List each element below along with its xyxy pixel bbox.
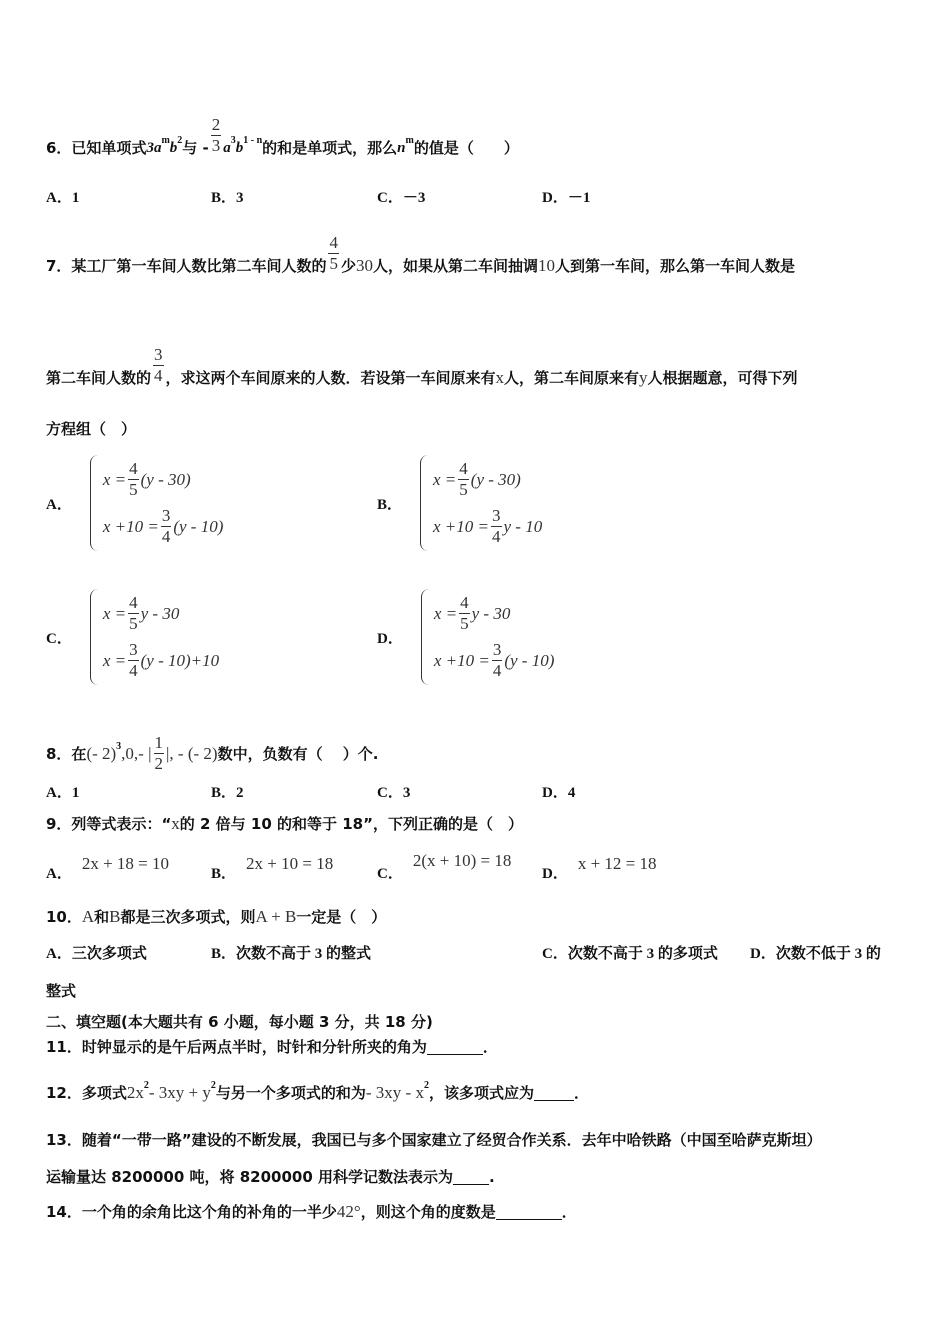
math-expression: 2x: [126, 1083, 144, 1102]
text: 13．随着“一带一路”建设的不断发展，我国已与多个国家建立了经贸合作关系．去年中哈铁路（中国至哈萨克斯坦）: [46, 1131, 822, 1149]
equation-lhs: x =: [433, 469, 457, 489]
left-brace-icon: [421, 589, 430, 685]
fraction: [128, 459, 139, 500]
option-label: C．: [377, 866, 403, 882]
fraction-denominator: 4: [129, 661, 138, 680]
superscript: 3: [230, 134, 236, 146]
q8-option-d[interactable]: D．4: [542, 785, 576, 801]
fraction-numerator: 4: [460, 593, 469, 612]
equation: [433, 506, 542, 547]
fraction-numerator: 4: [129, 459, 138, 478]
text: ，则这个角的度数是: [360, 1203, 496, 1221]
superscript: 2: [177, 134, 183, 146]
fraction-denominator: 5: [129, 480, 138, 499]
text: 数中，负数有（ ）个.: [217, 744, 379, 763]
text: 7．某工厂第一车间人数比第二车间人数的: [46, 256, 327, 275]
section-heading: 二、填空题(本大题共有 6 小题，每小题 3 分，共 18 分): [46, 1013, 433, 1031]
math-expression: 30: [355, 255, 373, 275]
option-expression: 2x + 18 = 10: [81, 854, 170, 873]
option-label: B．: [377, 496, 403, 513]
answer-blank[interactable]: [453, 1170, 489, 1185]
left-brace-icon: [420, 455, 429, 551]
option-expression: 2(x + 10) = 18: [412, 851, 512, 870]
equation-system: [103, 593, 219, 681]
fraction-denominator: 4: [161, 527, 171, 546]
fraction-numerator: 4: [129, 593, 138, 612]
equation-lhs: x +10 =: [433, 650, 490, 670]
text: ．: [573, 1084, 589, 1102]
equation-lhs: x =: [433, 603, 458, 623]
fraction-denominator: 2: [154, 754, 163, 773]
fraction-numerator: 4: [459, 459, 468, 478]
text: 11．时钟显示的是午后两点半时，时针和分针所夹的角为: [46, 1038, 427, 1056]
fraction-denominator: 4: [154, 366, 163, 385]
math-expression: x: [495, 367, 505, 387]
fraction: [211, 115, 222, 156]
fraction-numerator: 3: [492, 640, 502, 659]
answer-blank[interactable]: [534, 1086, 574, 1101]
math-variable: 3a: [146, 139, 162, 156]
text: 14．一个角的余角比这个角的补角的一半少: [46, 1203, 337, 1221]
text: 人，如果从第二车间抽调: [372, 256, 538, 275]
equation-rhs: y - 10: [503, 516, 543, 536]
superscript: 2: [210, 1080, 216, 1091]
question-11: [46, 1037, 498, 1057]
option-label: A．: [46, 866, 72, 882]
equation: [103, 593, 219, 634]
equation-lhs: x =: [102, 650, 127, 670]
fraction-numerator: 2: [211, 115, 221, 134]
text: 运输量达 8200000 吨，将 8200000 用科学记数法表示为: [46, 1168, 454, 1186]
superscript: 3: [116, 740, 122, 752]
superscript: 2: [423, 1080, 429, 1091]
fraction: [128, 640, 139, 681]
equation: [103, 459, 224, 500]
fraction-denominator: 3: [211, 136, 221, 155]
equation-rhs: (y - 10)+10: [140, 650, 220, 670]
q7-option-a[interactable]: [46, 455, 223, 551]
q8-option-b[interactable]: B．2: [211, 785, 244, 801]
math-expression: |, - (- 2): [166, 743, 218, 763]
question-7-line3: [46, 419, 136, 439]
equation-lhs: x =: [102, 603, 127, 623]
question-13-line1: [46, 1130, 822, 1150]
option-label: D．: [377, 630, 403, 647]
text: 和: [94, 908, 110, 926]
fraction: [328, 233, 339, 274]
superscript: m: [161, 134, 170, 146]
math-expression: ,0,- |: [121, 743, 152, 763]
math-expression: B: [109, 907, 121, 926]
question-8: [46, 733, 378, 774]
equation-rhs: (y - 30): [140, 469, 191, 489]
question-7-line2: [46, 345, 798, 398]
fraction-numerator: 3: [154, 345, 163, 364]
question-10: [46, 907, 386, 927]
fraction-numerator: 3: [161, 506, 171, 525]
fraction-denominator: 4: [492, 527, 501, 546]
answer-blank[interactable]: [427, 1040, 483, 1055]
equation: [434, 640, 555, 681]
fraction-numerator: 1: [154, 733, 163, 752]
text: 与 -: [182, 138, 209, 157]
text: 人根据题意，可得下列: [647, 368, 798, 387]
text: 都是三次多项式，则: [120, 908, 256, 926]
equation-lhs: x +10 =: [433, 516, 490, 536]
fraction: [458, 459, 469, 500]
equation-rhs: y - 30: [140, 603, 180, 623]
q9-option-c[interactable]: [377, 850, 512, 882]
option-label: D．: [542, 866, 568, 882]
math-expression: 42°: [336, 1202, 361, 1221]
text: 的值是（ ）: [413, 138, 519, 157]
math-variable: b: [235, 139, 244, 156]
question-12: [46, 1080, 589, 1103]
text: 少: [340, 256, 356, 275]
fraction: [491, 506, 502, 547]
math-variable: a: [223, 139, 231, 156]
text: 8．在: [46, 744, 87, 763]
q7-option-b[interactable]: [377, 455, 542, 551]
math-expression: 10: [537, 255, 555, 275]
fraction: [459, 593, 470, 634]
math-variable: n: [397, 139, 406, 156]
equation-lhs: x +10 =: [102, 516, 159, 536]
question-13-line2: [46, 1167, 495, 1187]
math-expression: A + B: [255, 907, 297, 926]
question-9: [46, 814, 523, 834]
fraction: [492, 640, 503, 681]
q8-option-a[interactable]: A．1: [46, 785, 80, 801]
fraction: [128, 593, 139, 634]
text: 人到第一车间，那么第一车间人数是: [554, 256, 795, 275]
text: ．: [561, 1203, 577, 1221]
fraction-denominator: 5: [459, 480, 468, 499]
text: 12．多项式: [46, 1084, 127, 1102]
superscript: 1 - n: [243, 134, 263, 146]
equation: [103, 640, 219, 681]
q9-option-d[interactable]: [542, 853, 657, 882]
equation-system: [434, 593, 555, 681]
q10-option-c[interactable]: C．次数不高于 3 的多项式: [542, 946, 718, 962]
text: ．: [482, 1038, 498, 1056]
left-brace-icon: [90, 589, 99, 685]
equation: [433, 459, 542, 500]
question-6: [46, 115, 519, 168]
q9-option-a[interactable]: [46, 853, 170, 882]
fraction-denominator: 5: [329, 254, 338, 273]
option-expression: x + 12 = 18: [577, 854, 657, 873]
q7-option-c[interactable]: [46, 589, 219, 685]
math-expression: A: [81, 907, 95, 926]
text: ，求这两个车间原来的人数．若设第一车间原来有: [165, 368, 496, 387]
text: 一定是（ ）: [296, 908, 387, 926]
equation: [434, 593, 555, 634]
q10-option-a[interactable]: A．三次多项式: [46, 946, 147, 962]
math-expression: - 3xy + y: [148, 1083, 211, 1102]
fraction-denominator: 5: [129, 614, 138, 633]
equation-rhs: (y - 10): [173, 516, 224, 536]
q6-option-b[interactable]: B．3: [211, 190, 244, 206]
q6-option-c[interactable]: C．－3: [377, 190, 426, 206]
option-label: B．: [211, 866, 237, 882]
math-expression: x: [171, 814, 180, 833]
q9-option-b[interactable]: [211, 853, 334, 882]
text: 与另一个多项式的和为: [215, 1084, 366, 1102]
q7-option-d[interactable]: [377, 589, 554, 685]
q6-option-d[interactable]: D．－1: [542, 190, 591, 206]
fraction-denominator: 4: [492, 661, 502, 680]
option-label: A．: [46, 496, 72, 513]
equation: [103, 506, 224, 547]
text: 第二车间人数的: [46, 368, 152, 387]
equation-rhs: (y - 10): [504, 650, 555, 670]
q8-option-c[interactable]: C．3: [377, 785, 411, 801]
text: 人，第二车间原来有: [504, 368, 640, 387]
text: 的 2 倍与 10 的和等于 18”，下列正确的是（ ）: [179, 815, 523, 833]
equation-lhs: x =: [102, 469, 127, 489]
fraction-numerator: 3: [129, 640, 138, 659]
fraction-denominator: 5: [460, 614, 469, 633]
option-label: C．: [46, 630, 72, 647]
text: 的和是单项式，那么: [262, 138, 398, 157]
q10-option-b[interactable]: B．次数不高于 3 的整式: [211, 946, 372, 962]
fraction-numerator: 3: [492, 506, 501, 525]
text: 10．: [46, 908, 82, 926]
fraction: [153, 345, 164, 386]
equation-system: [103, 459, 224, 547]
q6-option-a[interactable]: A．1: [46, 190, 80, 206]
equation-system: [433, 459, 542, 547]
text: ，该多项式应为: [428, 1084, 534, 1102]
superscript: 2: [143, 1080, 149, 1091]
q10-option-d-wrap: 整式: [46, 984, 77, 1000]
fraction-numerator: 4: [329, 233, 338, 252]
text: 6．已知单项式: [46, 138, 147, 157]
math-expression: (- 2): [86, 743, 117, 763]
left-brace-icon: [90, 455, 99, 551]
fraction: [161, 506, 172, 547]
text: .: [489, 1168, 495, 1186]
answer-blank[interactable]: [496, 1205, 562, 1220]
option-expression: 2x + 10 = 18: [246, 854, 334, 873]
math-expression: y: [639, 367, 648, 387]
math-variable: b: [169, 139, 178, 156]
text: 9．列等式表示：“: [46, 815, 172, 833]
question-14: [46, 1202, 577, 1222]
fraction: [154, 733, 165, 774]
question-7-line1: [46, 233, 795, 286]
equation-rhs: (y - 30): [470, 469, 521, 489]
text: 方程组（ ）: [46, 420, 137, 438]
equation-rhs: y - 30: [471, 603, 511, 623]
q10-option-d[interactable]: D．次数不低于 3 的: [750, 946, 881, 962]
math-expression: - 3xy - x: [365, 1083, 424, 1102]
superscript: m: [405, 134, 414, 146]
